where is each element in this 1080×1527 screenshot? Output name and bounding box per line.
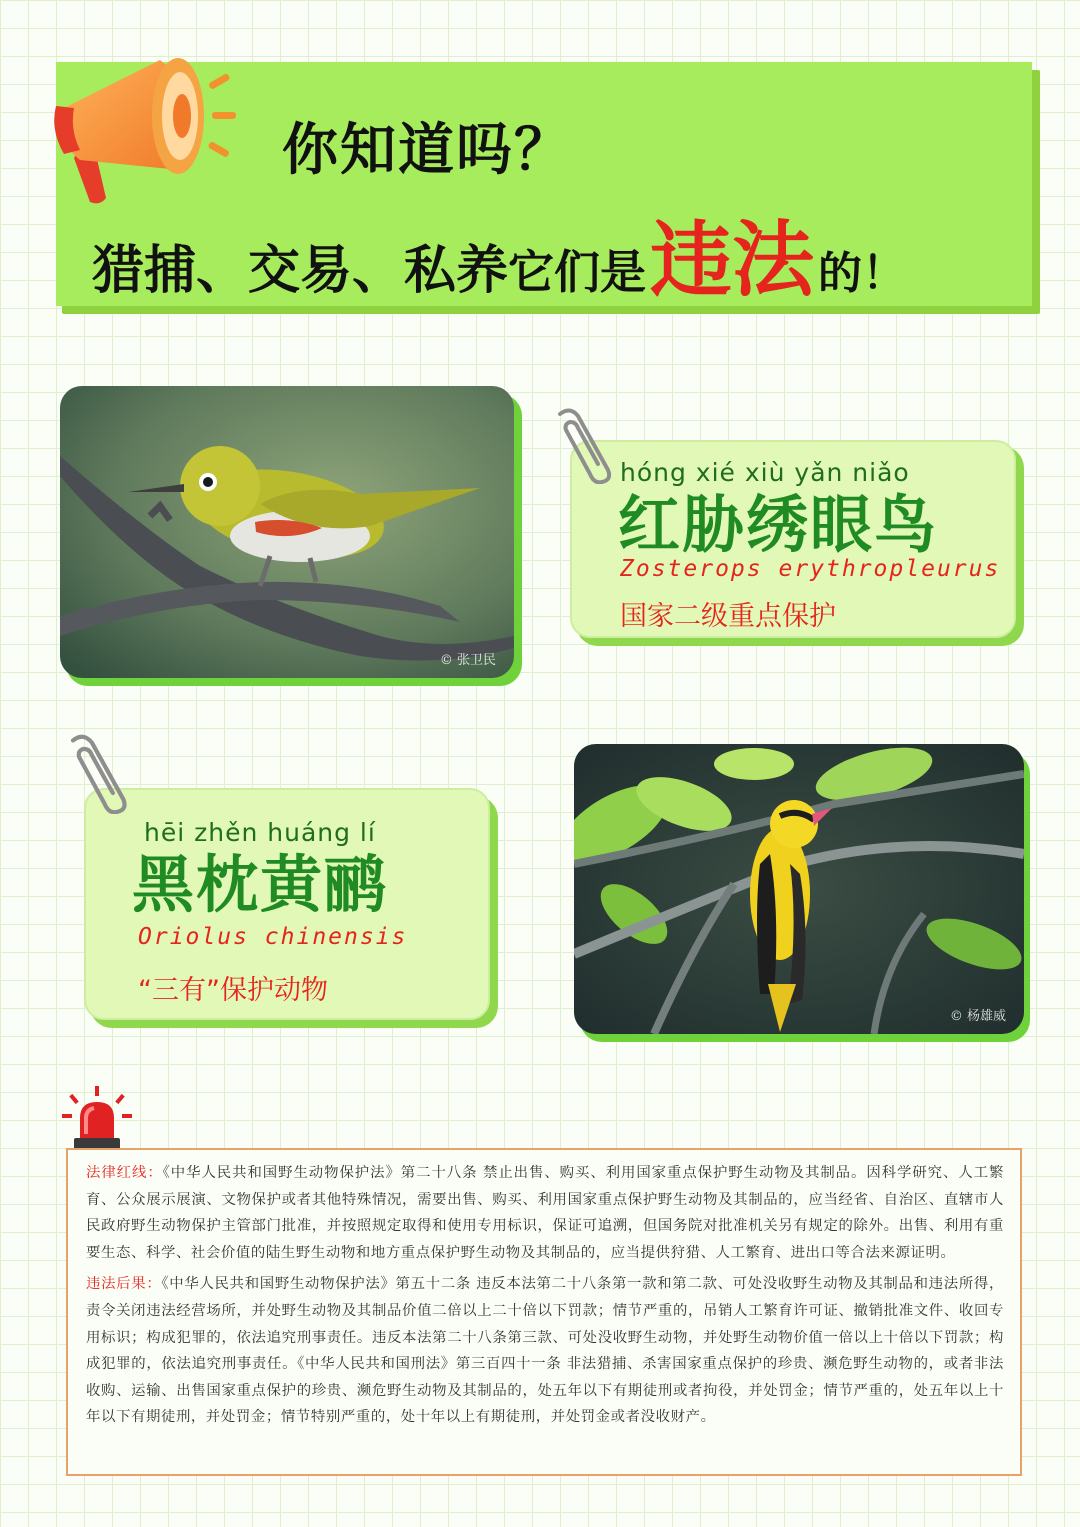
paperclip-icon: [546, 404, 616, 484]
species-name: 红胁绣眼鸟: [618, 488, 939, 561]
headline-question: 你知道吗？: [282, 118, 572, 183]
alarm-siren-icon: [60, 1084, 134, 1154]
photo-credit: © 杨雄威: [949, 1009, 1006, 1024]
species-card-red-flanked-white-eye: [570, 440, 1016, 638]
paperclip-icon: [58, 730, 132, 814]
species-name: 黑枕黄鹂: [132, 848, 389, 921]
protection-status: “三有”保护动物: [138, 975, 328, 1006]
bird-photo-red-flanked-white-eye: [60, 386, 514, 678]
photo-credit: © 张卫民: [439, 653, 496, 668]
species-pinyin: hóng xié xiù yǎn niǎo: [620, 458, 910, 487]
bird-illustration: [60, 386, 514, 678]
consequence-text: 《中华人民共和国野生动物保护法》第五十二条 违反本法第二十八条第一款和第二款、可处没收野生动物及其制品和违法所得，责令关闭违法经营场所，并处野生动物及其制品价值二倍以上二十倍以下罚款；情节严重的，吊销人工繁育许可证、撤销批准文件、收回专用标识；构成犯罪的，依法追究刑事责任。违反本法第二十八条第三款、可处没收野生动物，并处野生动物价值一倍以上十倍以下罚款；构成犯罪的，依法追究刑事责任。《中华人民共和国刑法》第三百四十一条 非法猎捕、杀害国家重点保护的珍贵、濒危野生动物的，或者非法收购、运输、出售国家重点保护的珍贵、濒危野生动物及其制品的，处五年以下有期徒刑或者拘役，并处罚金；情节严重的，处五年以上十年以下有期徒刑，并处罚金；情节特别严重的，处十年以上有期徒刑，并处罚金或者没收财产。: [86, 1276, 1004, 1426]
bird-photo-black-naped-oriole: [574, 744, 1024, 1034]
species-pinyin: hēi zhěn huáng lí: [144, 818, 376, 847]
headline-warning: [92, 213, 907, 308]
headline-end: 的！: [818, 248, 907, 299]
legal-redline-paragraph: [86, 1160, 1004, 1266]
redline-label: 法律红线：: [86, 1165, 163, 1181]
redline-text: 《中华人民共和国野生动物保护法》第二十八条 禁止出售、购买、利用国家重点保护野生动物及其制品。因科学研究、人工繁育、公众展示展演、文物保护或者其他特殊情况，需要出售、购买、利用国家重点保护野生动物及其制品的，应当经省、自治区、直辖市人民政府野生动物保护主管部门批准，并按照规定取得和使用专用标识，保证可追溯，但国务院对批准机关另有规定的除外。出售、利用有重要生态、科学、社会价值的陆生野生动物和地方重点保护野生动物及其制品的，应当提供狩猎、人工繁育、进出口等合法来源证明。: [86, 1165, 1004, 1261]
species-latin-name: Oriolus chinensis: [138, 924, 408, 950]
consequence-label: 违法后果：: [86, 1276, 162, 1293]
headline-emphasis: 违法: [650, 213, 815, 308]
legal-consequence-paragraph: [86, 1271, 1004, 1431]
headline-part1: 猎捕、交易、私养: [92, 241, 509, 301]
species-latin-name: Zosterops erythropleurus: [620, 556, 1001, 582]
bird-illustration: [574, 744, 1024, 1034]
headline-part2: 它们是: [508, 245, 647, 299]
species-card-black-naped-oriole: [84, 788, 490, 1020]
legal-notice-box: [66, 1148, 1022, 1476]
megaphone-icon: [50, 50, 240, 210]
protection-status: 国家二级重点保护: [620, 601, 836, 632]
